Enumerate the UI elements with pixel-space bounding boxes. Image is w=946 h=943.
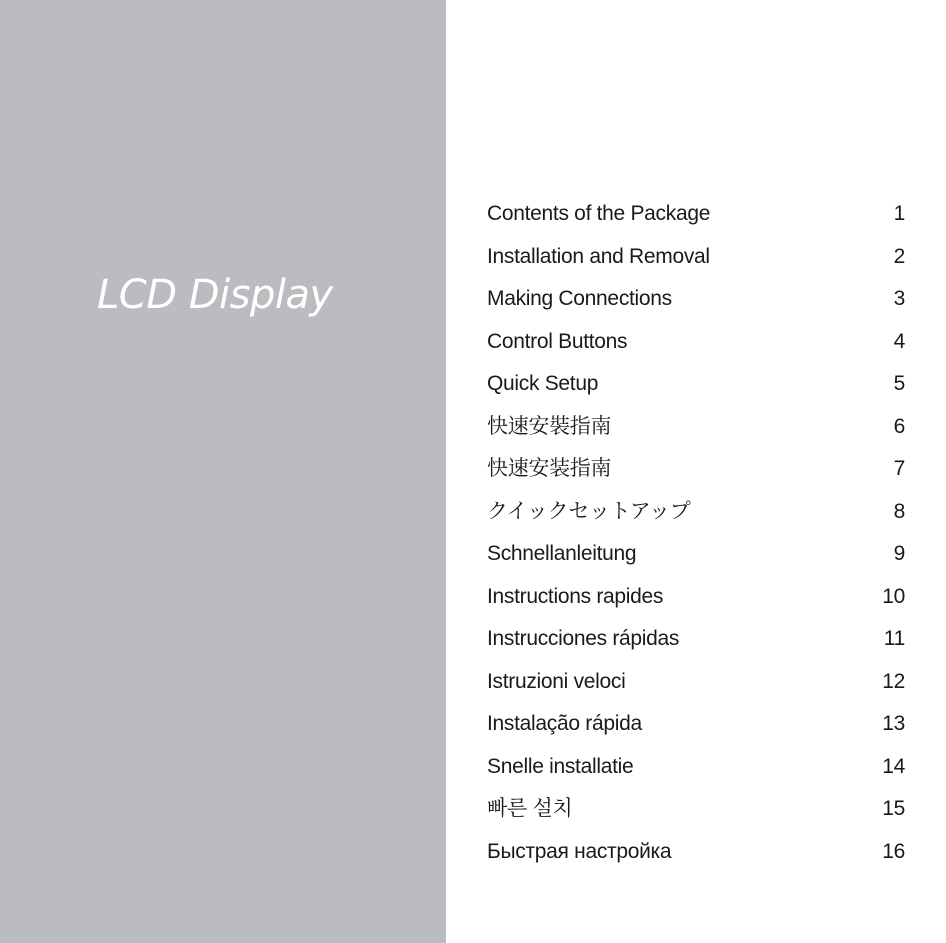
cover-panel [0, 0, 446, 943]
toc-entry-page: 5 [893, 372, 905, 395]
toc-entry-quick-setup[interactable] [487, 363, 907, 406]
toc-entry-title: Quick Setup [487, 372, 599, 395]
toc-entry-page: 12 [882, 669, 905, 693]
toc-entry-title: 快速安裝指南 [487, 414, 612, 438]
toc-entry-page: 1 [893, 202, 905, 225]
toc-entry-japanese[interactable] [487, 491, 907, 534]
toc-entry-title: クイックセットアップ [487, 499, 691, 523]
toc-entry-title: Istruzioni veloci [487, 669, 626, 693]
toc-entry-page: 16 [882, 839, 905, 863]
product-title: LCD Display [97, 272, 333, 318]
toc-entry-control-buttons[interactable] [487, 321, 907, 364]
toc-entry-page: 2 [893, 244, 905, 268]
toc-entry-page: 3 [893, 287, 905, 310]
toc-entry-dutch[interactable] [487, 746, 907, 789]
toc-entry-title: Control Buttons [487, 329, 628, 353]
toc-entry-spanish[interactable] [487, 618, 907, 661]
toc-entry-installation-removal[interactable] [487, 236, 907, 279]
toc-entry-title: 快速安装指南 [487, 457, 612, 480]
toc-entry-title: Быстрая настройка [487, 839, 672, 863]
toc-entry-page: 15 [882, 797, 905, 820]
toc-entry-page: 13 [882, 712, 905, 735]
toc-entry-portuguese[interactable] [487, 703, 907, 746]
toc-entry-title: Instalação rápida [487, 712, 642, 735]
toc-entry-title: Schnellanleitung [487, 542, 637, 565]
toc-entry-russian[interactable] [487, 831, 907, 874]
toc-entry-simplified-chinese[interactable] [487, 448, 907, 491]
toc-entry-title: Instructions rapides [487, 584, 664, 608]
toc-entry-page: 7 [893, 457, 905, 480]
table-of-contents [487, 193, 907, 873]
toc-entry-title: 빠른 설치 [487, 797, 573, 820]
toc-entry-title: Making Connections [487, 287, 672, 310]
toc-entry-page: 6 [893, 414, 905, 438]
toc-entry-french[interactable] [487, 576, 907, 619]
toc-entry-title: Instrucciones rápidas [487, 627, 680, 650]
toc-entry-page: 10 [882, 584, 905, 608]
toc-entry-german[interactable] [487, 533, 907, 576]
toc-entry-contents-of-package[interactable] [487, 193, 907, 236]
toc-entry-korean[interactable] [487, 788, 907, 831]
toc-entry-traditional-chinese[interactable] [487, 406, 907, 449]
toc-entry-page: 4 [893, 329, 905, 353]
toc-entry-page: 11 [883, 627, 905, 650]
toc-entry-page: 8 [893, 499, 905, 523]
toc-entry-title: Snelle installatie [487, 754, 634, 778]
toc-entry-making-connections[interactable] [487, 278, 907, 321]
toc-entry-title: Installation and Removal [487, 244, 710, 268]
toc-entry-italian[interactable] [487, 661, 907, 704]
toc-entry-page: 9 [893, 542, 905, 565]
toc-entry-title: Contents of the Package [487, 202, 711, 225]
toc-entry-page: 14 [882, 754, 905, 778]
